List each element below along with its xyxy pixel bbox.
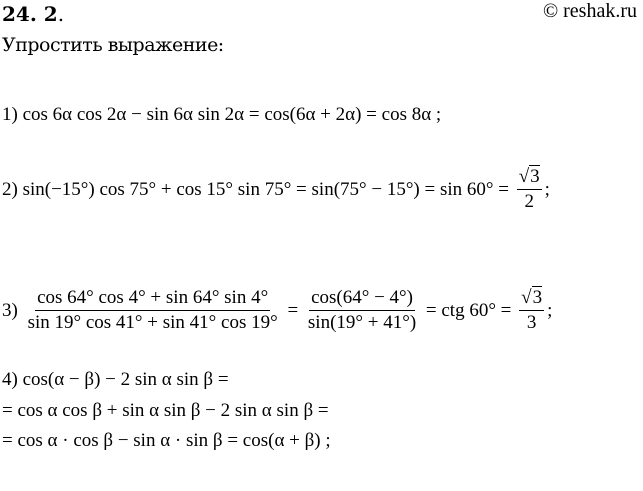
fraction-1-numerator: cos 64° cos 4° + sin 64° sin 4° — [35, 287, 270, 311]
ctg-expression: = ctg 60° = — [421, 299, 517, 321]
fraction-3-numerator — [519, 287, 544, 311]
sqrt-symbol: √ — [518, 166, 530, 187]
exercise-number — [2, 2, 64, 26]
item-4-line-2: = cos α cos β + sin α sin β − 2 sin α sin β = — [2, 400, 329, 421]
fraction-1 — [26, 287, 280, 334]
fraction-2 — [306, 287, 418, 334]
copyright-watermark: © reshak.ru — [542, 0, 637, 22]
semicolon: ; — [544, 178, 550, 200]
fraction-2-denominator: sin(19° + 41°) — [307, 312, 417, 333]
semicolon: ; — [547, 299, 553, 321]
item-2-expression: 2) sin(−15°) cos 75° + cos 15° sin 75° = sin(75° − 15°) = sin 60° = — [2, 178, 514, 200]
task-prompt — [2, 34, 224, 56]
item-1: 1) cos 6α cos 2α − sin 6α sin 2α = cos(6α + 2α) = cos 8α ; — [2, 104, 442, 125]
fraction-denominator: 2 — [524, 191, 534, 212]
fraction-numerator — [517, 166, 542, 190]
radicand: 3 — [532, 287, 543, 308]
exercise-number-dot: . — [57, 2, 65, 26]
item-4-line-3: = cos α · cos β − sin α · sin β = cos(α + β) ; — [2, 430, 331, 451]
radicand: 3 — [530, 166, 540, 187]
fraction-sqrt3-over-2 — [517, 166, 542, 213]
equals-sign: = — [282, 299, 303, 321]
fraction-1-denominator: sin 19° cos 41° + sin 41° cos 19° — [27, 312, 278, 333]
item-4-line-1: 4) cos(α − β) − 2 sin α sin β = — [2, 369, 229, 390]
item-3 — [2, 287, 552, 334]
exercise-number-text: 24. 2 — [2, 2, 58, 26]
task-prompt-text: Упростить выражение: — [2, 34, 224, 56]
fraction-sqrt3-over-3 — [519, 287, 544, 334]
sqrt-symbol: √ — [521, 287, 532, 308]
item-3-label: 3) — [2, 299, 23, 321]
item-2 — [2, 166, 550, 213]
fraction-2-numerator: cos(64° − 4°) — [309, 287, 415, 311]
fraction-3-denominator: 3 — [526, 312, 537, 333]
